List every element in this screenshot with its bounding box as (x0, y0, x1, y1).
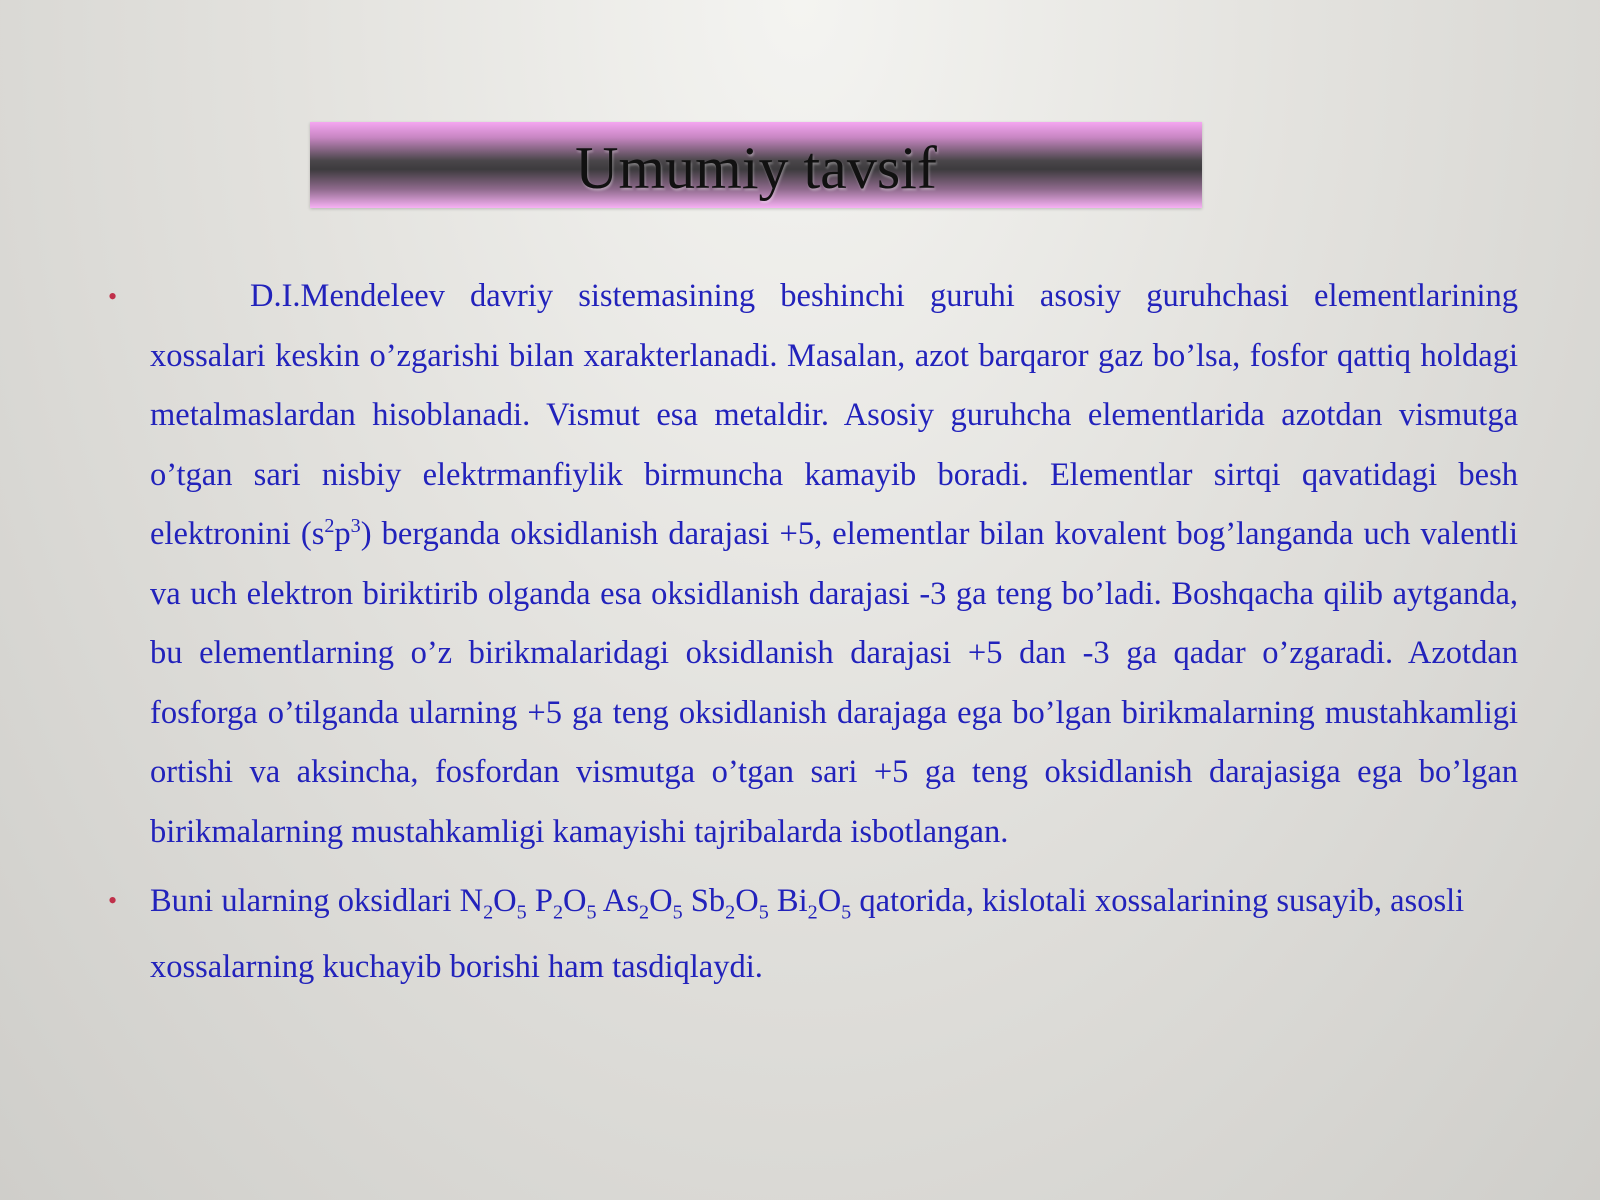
paragraph-2-text: Buni ularning oksidlari $N_2O_5$ $P_2O_5$ $As_2O_5$ $Sb_2O_5$ $Bi_2O_5$ qatorida, kislotali xossalarining susayib, asosli xossalarning kuchayib borishi ham tasdiqlaydi. (150, 883, 1465, 985)
slide-title: Umumiy tavsif (575, 135, 937, 201)
bullet-icon: • (108, 886, 118, 915)
paragraph-1-text: D.I.Mendeleev davriy sistemasining beshinchi guruhi asosiy guruhchasi elementlarining xossalari keskin o’zgarishi bilan xarakterlanadi. Masalan, azot barqaror gaz bo’lsa, fosfor qattiq holdagi metalmaslardan hisoblanadi. Vismut esa metaldir. Asosiy guruhcha elementlarida azotdan vismutga o’tgan sari nisbiy elektrmanfiylik birmuncha kamayib boradi. Elementlar sirtqi qavatidagi besh elektronini $(s^2p^3)$ berganda oksidlanish darajasi +5, elementlar bilan kovalent bog’langanda uch valentli va uch elektron biriktirib olganda esa oksidlanish darajasi -3 ga teng bo’ladi. Boshqacha qilib aytganda, bu elementlarning o’z birikmalaridagi oksidlanish darajasi +5 dan -3 ga qadar o’zgaradi. Azotdan fosforga o’tilganda ularning +5 ga teng oksidlanish darajaga ega bo’lgan birikmalarning mustahkamligi ortishi va aksincha, fosfordan vismutga o’tgan sari +5 ga teng oksidlanish darajasiga ega bo’lgan birikmalarning mustahkamligi kamayishi tajribalarda isbotlangan. (150, 278, 1518, 850)
content-body (108, 267, 1518, 1000)
paragraph-2 (108, 868, 1518, 1000)
bullet-icon: • (108, 282, 118, 311)
paragraph-1 (108, 267, 1518, 862)
